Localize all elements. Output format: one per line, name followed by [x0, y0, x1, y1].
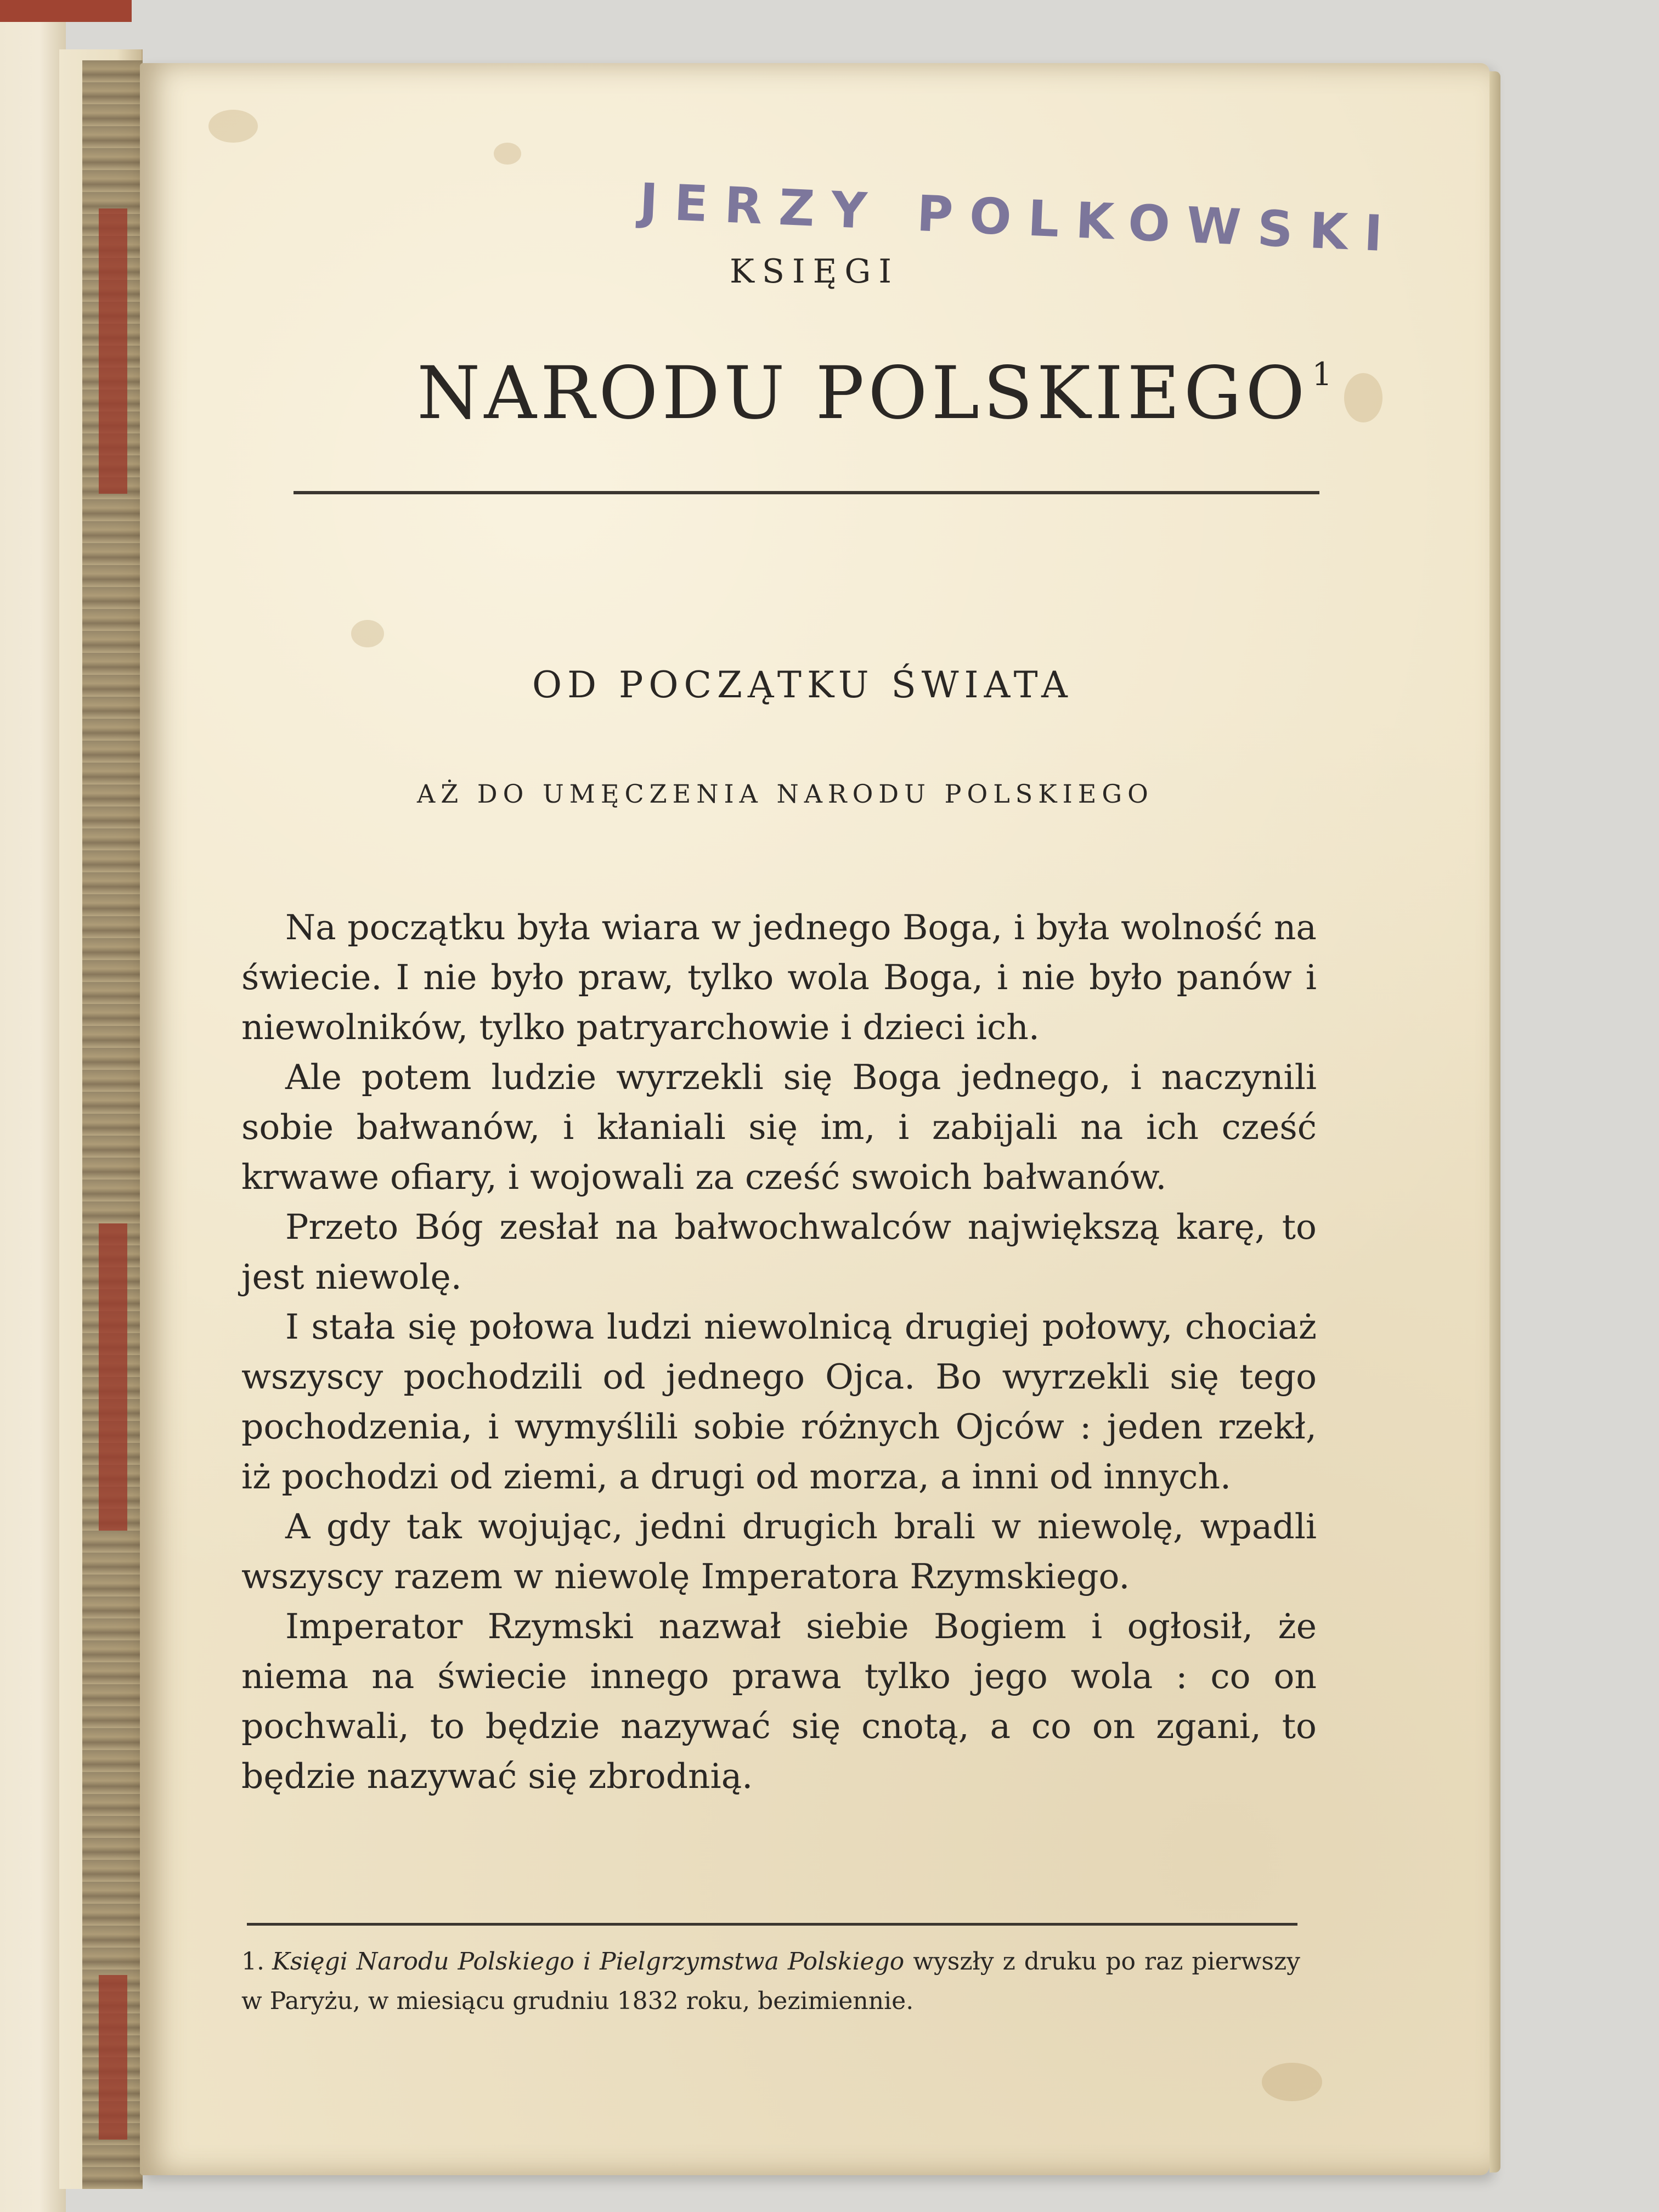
page-title-text: NARODU POLSKIEGO [417, 351, 1309, 436]
section-subtitle: AŻ DO UMĘCZENIA NARODU POLSKIEGO [417, 779, 1154, 809]
cover-cloth [0, 0, 132, 22]
paragraph: A gdy tak wojując, jedni drugich brali w niewolę, wpadli wszyscy razem w niewolę Imperatora Rzymskiego. [241, 1506, 1317, 1596]
body-text [241, 902, 1317, 1801]
paragraph: Przeto Bóg zesłał na bałwochwalców największą karę, to jest niewolę. [241, 1207, 1317, 1297]
title-footnote-marker: 1 [1312, 356, 1336, 393]
page-stain [1344, 373, 1383, 422]
paragraph: Imperator Rzymski nazwał siebie Bogiem i ogłosił, że niema na świecie innego prawa tylko jego wola : co on pochwali, to będzie nazywać się cnotą, a co on zgani, to będzie nazywać się zbrodnią. [241, 1606, 1317, 1796]
book-cover-edge [0, 0, 66, 2212]
footnote-rule [247, 1923, 1297, 1926]
page-title [417, 351, 1336, 436]
page-stain [208, 110, 258, 143]
page-stain [351, 620, 384, 647]
page-stain [1262, 2063, 1322, 2101]
section-title: OD POCZĄTKU ŚWIATA [532, 664, 1073, 706]
spine-thread-band [99, 208, 127, 494]
footnote-number: 1. [241, 1948, 264, 1976]
footnote [241, 1942, 1300, 2021]
title-rule [294, 491, 1319, 494]
books-label: KSIĘGI [730, 252, 900, 291]
owner-stamp: JERZY POLKOWSKI [638, 172, 1401, 264]
paragraph: Na początku była wiara w jednego Boga, i była wolność na świecie. I nie było praw, tylko wola Boga, i nie było panów i niewolników, tylko patryarchowie i dzieci ich. [241, 907, 1317, 1047]
footnote-italic-title: Księgi Narodu Polskiego i Pielgrzymstwa Polskiego [272, 1948, 905, 1976]
page-fore-edge [1489, 71, 1500, 2172]
paragraph: Ale potem ludzie wyrzekli się Boga jednego, i naczynili sobie bałwanów, i kłaniali się im, i zabijali na ich cześć krwawe ofiary, i wojowali za cześć swoich bałwanów. [241, 1057, 1317, 1197]
paragraph: I stała się połowa ludzi niewolnicą drugiej połowy, chociaż wszyscy pochodzili od jednego Ojca. Bo wyrzekli się tego pochodzenia, i wymyślili sobie różnych Ojców : jeden rzekł, iż pochodzi od ziemi, a drugi od morza, a inni od innych. [241, 1307, 1317, 1497]
spine-thread-band [99, 1223, 127, 1531]
footnote-text: wyszły z druku po raz pierwszy w Paryżu, w miesiącu grudniu 1832 roku, bezimiennie. [241, 1948, 1300, 2015]
page-stain [494, 143, 521, 165]
spine-thread-band [99, 1975, 127, 2140]
